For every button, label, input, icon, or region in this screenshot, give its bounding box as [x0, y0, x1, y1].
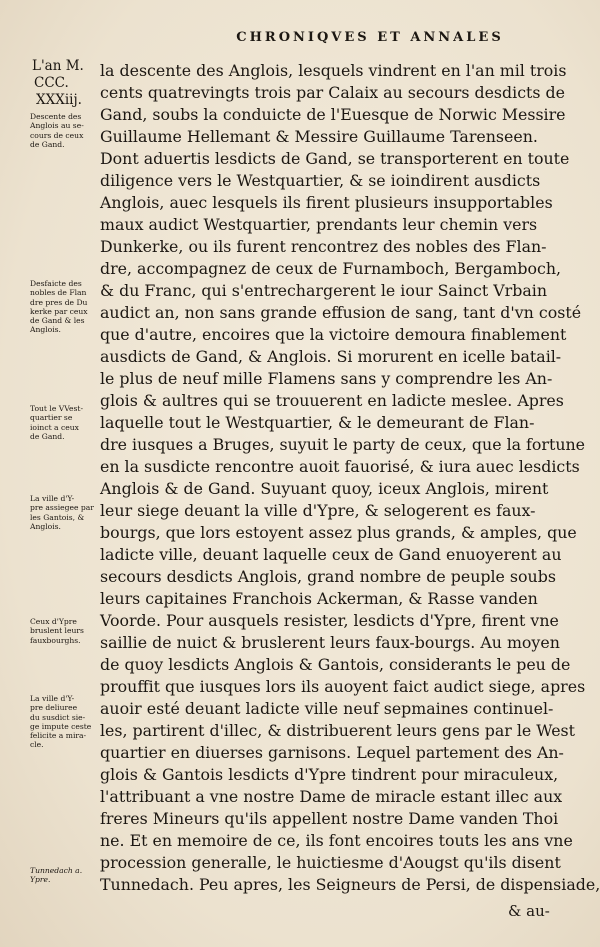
text-line: laquelle tout le Westquartier, & le demeurant de Flan- [100, 413, 535, 432]
text-line: diligence vers le Westquartier, & se ioindirent ausdicts [100, 171, 541, 190]
text-line: secours desdicts Anglois, grand nombre de peuple soubs [100, 567, 556, 586]
margin-note-descente: Descente des Anglois au se- cours de ceux de Gand. [30, 112, 84, 149]
text-line: dre, accompagnez de ceux de Furnamboch, Bergamboch, [100, 259, 562, 278]
text-line: Anglois, auec lesquels ils firent plusieurs insupportables [100, 193, 553, 212]
text-line: Dont aduertis lesdicts de Gand, se transporterent en toute [100, 149, 570, 168]
text-line: auoir esté deuant ladicte ville neuf sepmaines continuel- [100, 699, 554, 718]
text-line: quartier en diuerses garnisons. Lequel partement des An- [100, 743, 564, 762]
text-line: Tunnedach. Peu apres, les Seigneurs de Persi, de dispensiade, [100, 875, 600, 894]
text-line: l'attribuant a vne nostre Dame de miracle estant illec aux [100, 787, 563, 806]
text-line: ausdicts de Gand, & Anglois. Si morurent en icelle batail- [100, 347, 562, 366]
text-line: en la susdicte rencontre auoit fauorisé, & iura auec lesdicts [100, 457, 580, 476]
text-line: audict an, non sans grande effusion de sang, tant d'vn costé [100, 303, 582, 322]
text-line: prouffit que iusques lors ils auoyent faict audict siege, apres [100, 677, 586, 696]
text-line: saillie de nuict & bruslerent leurs faux-bourgs. Au moyen [100, 633, 560, 652]
catchword: & au- [508, 902, 550, 920]
year-label-line: CCC. [34, 75, 69, 91]
text-line: ne. Et en memoire de ce, ils font encoires touts les ans vne [100, 831, 573, 850]
margin-note-ypre-deliuree: La ville d'Y- pre deliuree du susdict sie- ge impute ceste felicite a mira- cle. [30, 694, 92, 750]
margin-note-fauxbourghs: Ceux d'Ypre bruslent leurs fauxbourghs. [30, 617, 84, 645]
text-line: Dunkerke, ou ils furent rencontrez des nobles des Flan- [100, 237, 547, 256]
text-line: la descente des Anglois, lesquels vindrent en l'an mil trois [100, 61, 567, 80]
text-line: Gand, soubs la conduicte de l'Euesque de Norwic Messire [100, 105, 566, 124]
text-line: Voorde. Pour ausquels resister, lesdicts d'Ypre, firent vne [100, 611, 559, 630]
margin-note-tunnedach: Tunnedach a. Ypre. [30, 866, 83, 885]
text-line: les, partirent d'illec, & distribuerent leurs gens par le West [100, 721, 576, 740]
text-line: le plus de neuf mille Flamens sans y comprendre les An- [100, 369, 553, 388]
text-line: que d'autre, encoires que la victoire demoura finablement [100, 325, 567, 344]
text-line: Guillaume Hellemant & Messire Guillaume Tarenseen. [100, 127, 538, 146]
text-line: cents quatrevingts trois par Calaix au secours desdicts de [100, 83, 565, 102]
text-line: leur siege deuant la ville d'Ypre, & selogerent es faux- [100, 501, 536, 520]
text-line: glois & aultres qui se trouuerent en ladicte meslee. Apres [100, 391, 564, 410]
text-line: de quoy lesdicts Anglois & Gantois, considerants le peu de [100, 655, 571, 674]
text-line: Anglois & de Gand. Suyuant quoy, iceux Anglois, mirent [100, 479, 549, 498]
text-line: leurs capitaines Franchois Ackerman, & Rasse vanden [100, 589, 538, 608]
margin-note-ypre-assiegee: La ville d'Y- pre assiegee par les Gantois, & Anglois. [30, 494, 94, 531]
text-line: ladicte ville, deuant laquelle ceux de Gand enuoyerent au [100, 545, 562, 564]
margin-note-westquartier: Tout le VVest- quartier se ioinct a ceux de Gand. [30, 404, 84, 441]
text-line: freres Mineurs qu'ils appellent nostre Dame vanden Thoi [100, 809, 559, 828]
text-line: procession generalle, le huictiesme d'Aougst qu'ils disent [100, 853, 561, 872]
text-line: dre iusques a Bruges, suyuit le party de ceux, que la fortune [100, 435, 586, 454]
text-line: & du Franc, qui s'entrechargerent le iour Sainct Vrbain [100, 281, 547, 300]
text-line: maux audict Westquartier, prendants leur chemin vers [100, 215, 538, 234]
margin-note-desfaicte: Desfaicte des nobles de Flan dre pres de Du kerke par ceux de Gand & les Anglois. [30, 279, 88, 335]
year-label-line: XXXiij. [36, 92, 82, 108]
text-line: bourgs, que lors estoyent assez plus grands, & amples, que [100, 523, 577, 542]
text-line: glois & Gantois lesdicts d'Ypre tindrent pour miraculeux, [100, 765, 559, 784]
year-label-line: L'an M. [32, 58, 84, 74]
running-head: CHRONIQVES ET ANNALES [236, 30, 504, 45]
